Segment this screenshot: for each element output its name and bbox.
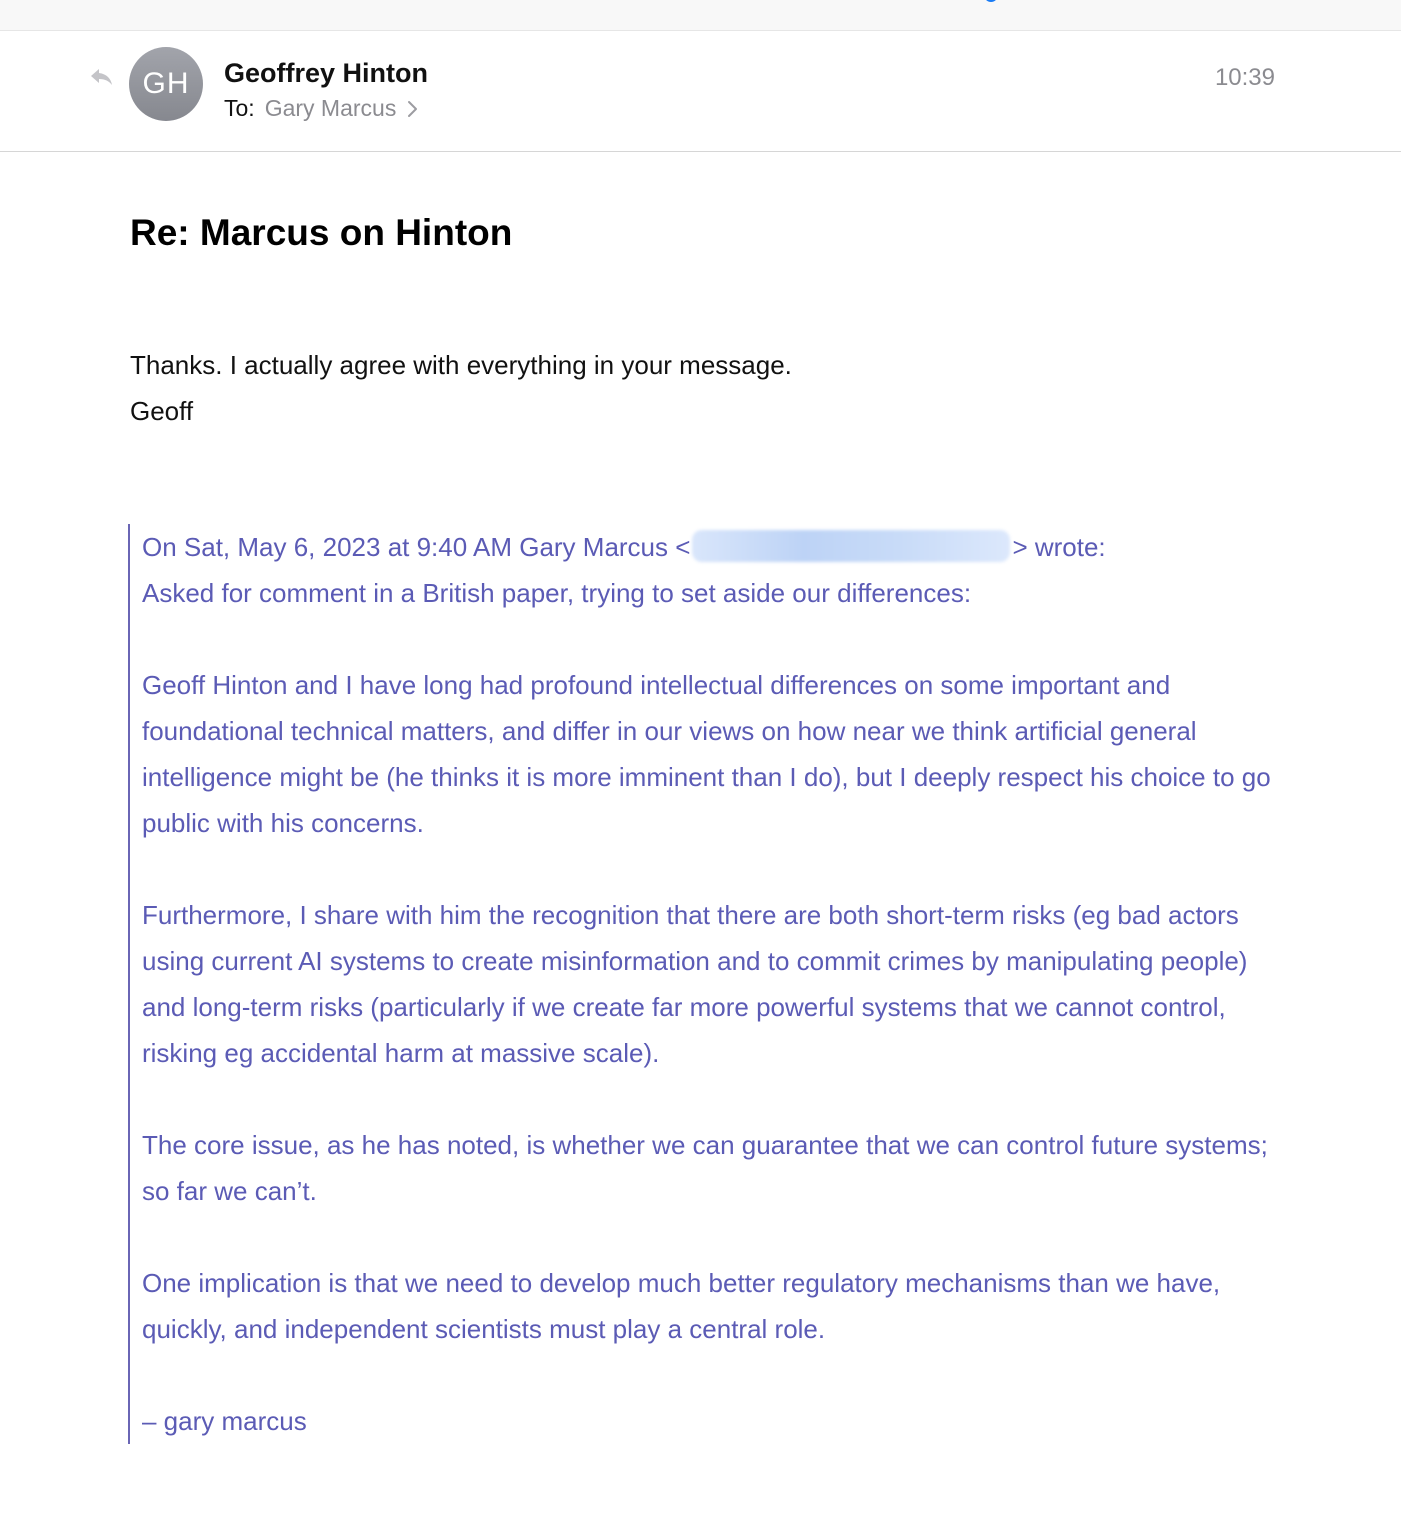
sender-name[interactable]: Geoffrey Hinton (224, 58, 429, 88)
message-header (0, 31, 1401, 152)
recipient-row[interactable] (224, 95, 420, 122)
avatar[interactable]: GH (129, 47, 203, 121)
attribution-prefix: On Sat, May 6, 2023 at 9:40 AM Gary Marcus < (142, 532, 691, 562)
quote-paragraph: Geoff Hinton and I have long had profound intellectual differences on some important and foundational technical matters, and differ in our views on how near we think artificial general intelligence might be (he thinks it is more imminent than I do), but I deeply respect his choice to go public with his concerns. (142, 670, 1271, 838)
quote-paragraph: One implication is that we need to develop much better regulatory mechanisms than we have, quickly, and independent scientists must play a central role. (142, 1268, 1221, 1344)
redacted-email-address (692, 530, 1010, 562)
chevron-right-icon[interactable] (404, 99, 420, 119)
email-subject: Re: Marcus on Hinton (130, 212, 513, 253)
recipient-name[interactable]: Gary Marcus (264, 95, 397, 121)
quote-attribution (142, 524, 1292, 570)
quoted-message (128, 524, 1290, 1444)
attribution-suffix: > wrote: (1012, 532, 1106, 562)
quote-paragraph: Furthermore, I share with him the recognition that there are both short-term risks (eg bad actors using current AI systems to create misinformation and to commit crimes by manipulating people) and long-term risks (particularly if we create far more powerful systems that we cannot control, risking eg accidental harm at massive scale). (142, 900, 1248, 1068)
message-time: 10:39 (1214, 64, 1275, 91)
toolbar-icon-partial[interactable] (984, 0, 998, 2)
body-line: Thanks. I actually agree with everything in your message. (130, 350, 792, 380)
to-label: To: (224, 95, 255, 121)
quote-paragraph: The core issue, as he has noted, is whether we can guarantee that we can control future systems; so far we can’t. (142, 1130, 1268, 1206)
email-body (130, 342, 792, 434)
top-toolbar-strip (0, 0, 1401, 31)
quote-signature: – gary marcus (142, 1406, 307, 1436)
quote-intro: Asked for comment in a British paper, trying to set aside our differences: (142, 578, 972, 608)
body-signature: Geoff (130, 396, 194, 426)
reply-arrow-icon (88, 63, 116, 91)
